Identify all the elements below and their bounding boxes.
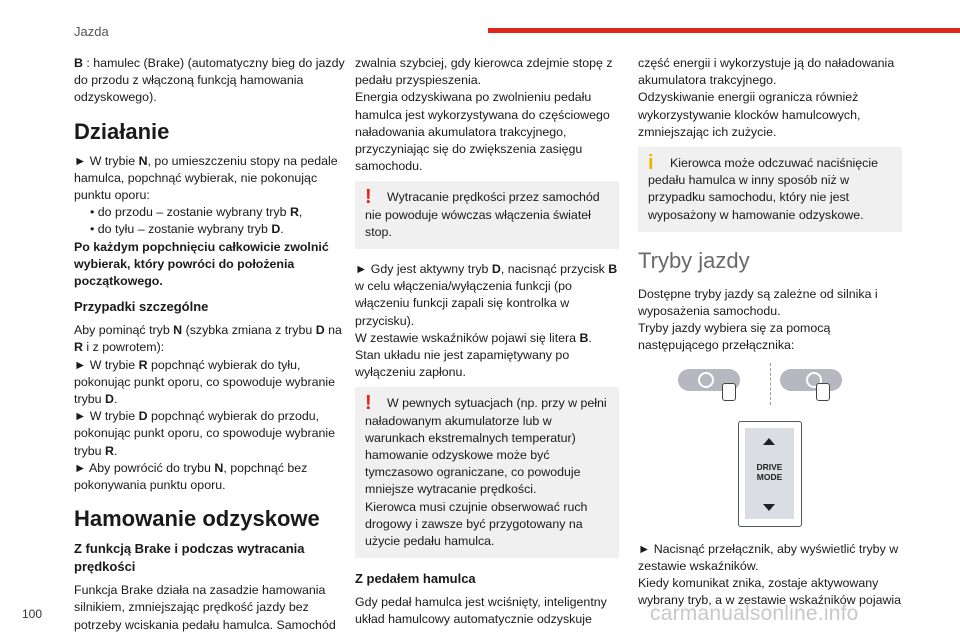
watermark: carmanualsonline.info (650, 602, 859, 625)
foot-pedal-icon (722, 383, 736, 401)
letter-paragraph: W zestawie wskaźników pojawi się litera B. (355, 330, 592, 345)
heading-brake: Z funkcją Brake i podczas wytracania prędkości (74, 541, 305, 575)
column-3 (638, 55, 902, 615)
warning-note-1 (355, 181, 619, 249)
foot-pedal-icon (816, 383, 830, 401)
special-case-2: ► W trybie R popchnąć wybierak do tyłu, pokonując punkt oporu, co spowoduje wybranie trybu D. (74, 357, 336, 407)
divider (770, 363, 771, 405)
release-note: Po każdym popchnięciu całkowicie zwolnić wybierak, który powróci do położenia początkowego. (74, 239, 329, 289)
arrow-down-icon (763, 504, 775, 511)
note3-text: Kierowca może odczuwać naciśnięcie pedału hamulca w inny sposób niż w przypadku samochodu, który nie jest wyposażony w hamowanie odzyskowe. (648, 156, 878, 222)
header-accent-bar (488, 28, 960, 33)
list-item: • do przodu – zostanie wybrany tryb R, (90, 204, 346, 221)
after-paragraph: Kiedy komunikat znika, zostaje aktywowany wybrany tryb, a w zestawie wskaźników pojawia (638, 576, 902, 608)
limit-paragraph: Odzyskiwanie energii ogranicza również wykorzystywanie klocków hamulcowych, zmniejszając ich zużycie. (638, 90, 861, 139)
b-button-paragraph: ► Gdy jest aktywny tryb D, nacisnąć przycisk B w celu włączenia/wyłączenia funkcji (po włączeniu funkcji zapali się kontrolka w przycisku). (355, 262, 618, 328)
info-icon: i (648, 152, 654, 175)
intro-text: : hamulec (Brake) (automatyczny bieg do jazdy do przodu z włączoną funkcją hamowania odzyskowego). (74, 56, 345, 105)
special-case-4: ► Aby powrócić do trybu N, popchnąć bez pokonywania punktu oporu. (74, 460, 308, 493)
heading-pedal: Z pedałem hamulca (355, 571, 476, 587)
cont-paragraph: zwalnia szybciej, gdy kierowca zdejmie stopę z pedału przyspieszenia. (355, 56, 613, 88)
note2-text: W pewnych sytuacjach (np. przy w pełni naładowanym akumulatorze lub w warunkach ekstremalnych temperatur) hamowanie odzyskowe może być tymczasowo ograniczane, co powoduje mniejsze wytracanie prędkości. (365, 396, 607, 497)
modes-paragraph-2: Tryby jazdy wybiera się za pomocą następującego przełącznika: (638, 321, 831, 353)
modes-paragraph-1: Dostępne tryby jazdy są zależne od silnika i wyposażenia samochodu. (638, 286, 878, 319)
list-item: • do tyłu – zostanie wybrany tryb D. (90, 221, 346, 238)
warning-exclamation-icon: ! (365, 392, 372, 415)
drive-mode-switch (738, 421, 802, 527)
drive-mode-switch-figure (638, 361, 902, 531)
intro-bold: B (74, 56, 83, 70)
operation-list (74, 204, 346, 238)
brake-paragraph: Funkcja Brake działa na zasadzie hamowania silnikiem, zmniejszając prędkość jazdy bez potrzeby wciskania pedału hamulca. Samochód (74, 583, 336, 632)
column-2 (355, 55, 619, 635)
steering-wheel-icon (678, 369, 740, 391)
heading-tryby: Tryby jazdy (638, 247, 750, 273)
operation-paragraph (74, 153, 346, 205)
info-note (638, 147, 902, 232)
energy-paragraph: Energia odzyskiwana po zwolnieniu pedału hamulca jest wykorzystywana do częściowego naładowania akumulatora trakcyjnego, przyczyniając się do zwiększenia zasięgu samochodu. (355, 90, 610, 174)
steering-wheel-icon (780, 369, 842, 391)
op1-bold: N (138, 153, 148, 168)
special-case-1: Aby pominąć tryb N (szybka zmiana z trybu D na R i z powrotem): (74, 323, 342, 355)
arrow-up-icon (763, 438, 775, 445)
note2-text2: Kierowca musi czujnie obserwować ruch drogowy i zawsze być przygotowany na użycie pedału hamulca. (365, 499, 588, 549)
cont-paragraph-3: część energii i wykorzystuje ją do naładowania akumulatora trakcyjnego. (638, 56, 895, 88)
state-paragraph: Stan układu nie jest zapamiętywany po wyłączeniu zapłonu. (355, 348, 570, 380)
warning-exclamation-icon: ! (365, 186, 372, 209)
intro-paragraph (74, 55, 346, 107)
drive-mode-label: DRIVE MODE (756, 461, 783, 482)
header-section-title: Jazda (74, 24, 109, 39)
column-1 (74, 55, 346, 640)
heading-przypadki: Przypadki szczególne (74, 299, 209, 315)
op1-post: , po umieszczeniu stopy na pedale hamulca, popchnąć wybierak, nie pokonując punktu oporu: (74, 153, 338, 203)
note1-text: Wytracanie prędkości przez samochód nie powoduje wówczas włączenia świateł stop. (365, 190, 600, 239)
heading-dzialanie: Działanie (74, 118, 170, 144)
op1-pre: ► W trybie (74, 153, 139, 168)
page-number: 100 (22, 607, 43, 621)
press-paragraph: ► Nacisnąć przełącznik, aby wyświetlić tryby w zestawie wskaźników. (638, 541, 899, 573)
warning-note-2 (355, 387, 619, 558)
pedal-paragraph: Gdy pedał hamulca jest wciśnięty, inteligentny układ hamulcowy automatycznie odzyskuje (355, 595, 607, 627)
special-case-3: ► W trybie D popchnąć wybierak do przodu, pokonując punkt oporu, co spowoduje wybranie trybu R. (74, 409, 336, 458)
heading-hamowanie: Hamowanie odzyskowe (74, 506, 320, 532)
